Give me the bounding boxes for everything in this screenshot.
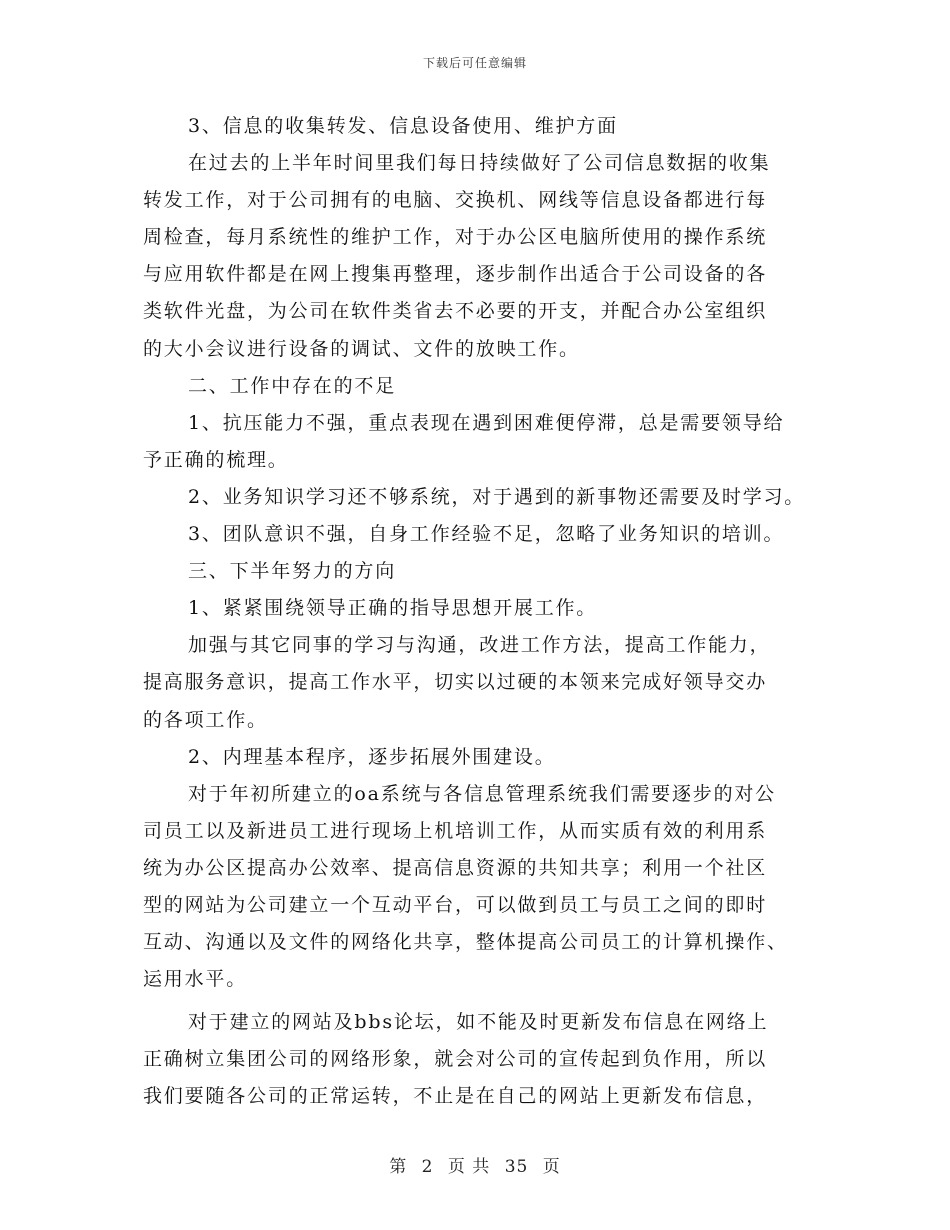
section-heading: 3、信息的收集转发、信息设备使用、维护方面: [188, 115, 618, 137]
paragraph-line: 1、紧紧围绕领导正确的指导思想开展工作。: [188, 597, 598, 620]
paragraph-line: 2、内理基本程序，逐步拓展外围建设。: [188, 745, 556, 768]
paragraph-line: 转发工作，对于公司拥有的电脑、交换机、网线等信息设备都进行每: [143, 189, 768, 212]
paragraph-line: 对于年初所建立的oa系统与各信息管理系统我们需要逐步的对公: [188, 782, 776, 805]
paragraph-line: 正确树立集团公司的网络形象，就会对公司的宣传起到负作用，所以: [143, 1048, 768, 1071]
paragraph-line: 与应用软件都是在网上搜集再整理，逐步制作出适合于公司设备的各: [143, 263, 768, 286]
section-heading: 二、工作中存在的不足: [188, 374, 397, 397]
current-page-number: 2: [421, 1157, 434, 1177]
paragraph-line: 型的网站为公司建立一个互动平台，可以做到员工与员工之间的即时: [143, 893, 768, 916]
paragraph-line: 我们要随各公司的正常运转，不止是在自己的网站上更新发布信息，: [143, 1085, 768, 1108]
page-header-note: 下载后可任意编辑: [422, 56, 527, 70]
footer-suffix: 页: [542, 1157, 561, 1177]
paragraph-line: 统为办公区提高办公效率、提高信息资源的共知共享；利用一个社区: [143, 856, 768, 879]
paragraph-line: 司员工以及新进员工进行现场上机培训工作，从而实质有效的利用系: [143, 819, 768, 842]
footer-prefix: 第: [389, 1157, 408, 1177]
paragraph-line: 3、团队意识不强，自身工作经验不足，忽略了业务知识的培训。: [188, 523, 785, 546]
paragraph-line: 在过去的上半年时间里我们每日持续做好了公司信息数据的收集: [188, 152, 771, 175]
paragraph-line: 1、抗压能力不强，重点表现在遇到困难便停滞，总是需要领导给: [188, 411, 785, 434]
document-body: [143, 108, 823, 1116]
paragraph-line: 运用水平。: [143, 968, 248, 991]
paragraph-line: 予正确的梳理。: [143, 448, 289, 471]
paragraph-line: 的各项工作。: [143, 708, 268, 731]
page-footer: [0, 1152, 950, 1177]
total-page-count: 35: [504, 1157, 529, 1177]
paragraph-line: 对于建立的网站及bbs论坛，如不能及时更新发布信息在网络上: [188, 1011, 769, 1034]
paragraph-line: 互动、沟通以及文件的网络化共享，整体提高公司员工的计算机操作、: [143, 931, 788, 954]
paragraph-line: 加强与其它同事的学习与沟通，改进工作方法，提高工作能力，: [188, 634, 771, 657]
paragraph-line: 提高服务意识，提高工作水平，切实以过硬的本领来完成好领导交办: [143, 671, 768, 694]
footer-middle: 页 共: [447, 1157, 491, 1177]
paragraph-line: 的大小会议进行设备的调试、文件的放映工作。: [143, 337, 580, 360]
paragraph-line: 类软件光盘，为公司在软件类省去不必要的开支，并配合办公室组织: [143, 300, 768, 323]
paragraph-line: 周检查，每月系统性的维护工作，对于办公区电脑所使用的操作系统: [143, 226, 768, 249]
paragraph-line: 2、业务知识学习还不够系统，对于遇到的新事物还需要及时学习。: [188, 485, 806, 508]
section-heading: 三、下半年努力的方向: [188, 560, 397, 583]
